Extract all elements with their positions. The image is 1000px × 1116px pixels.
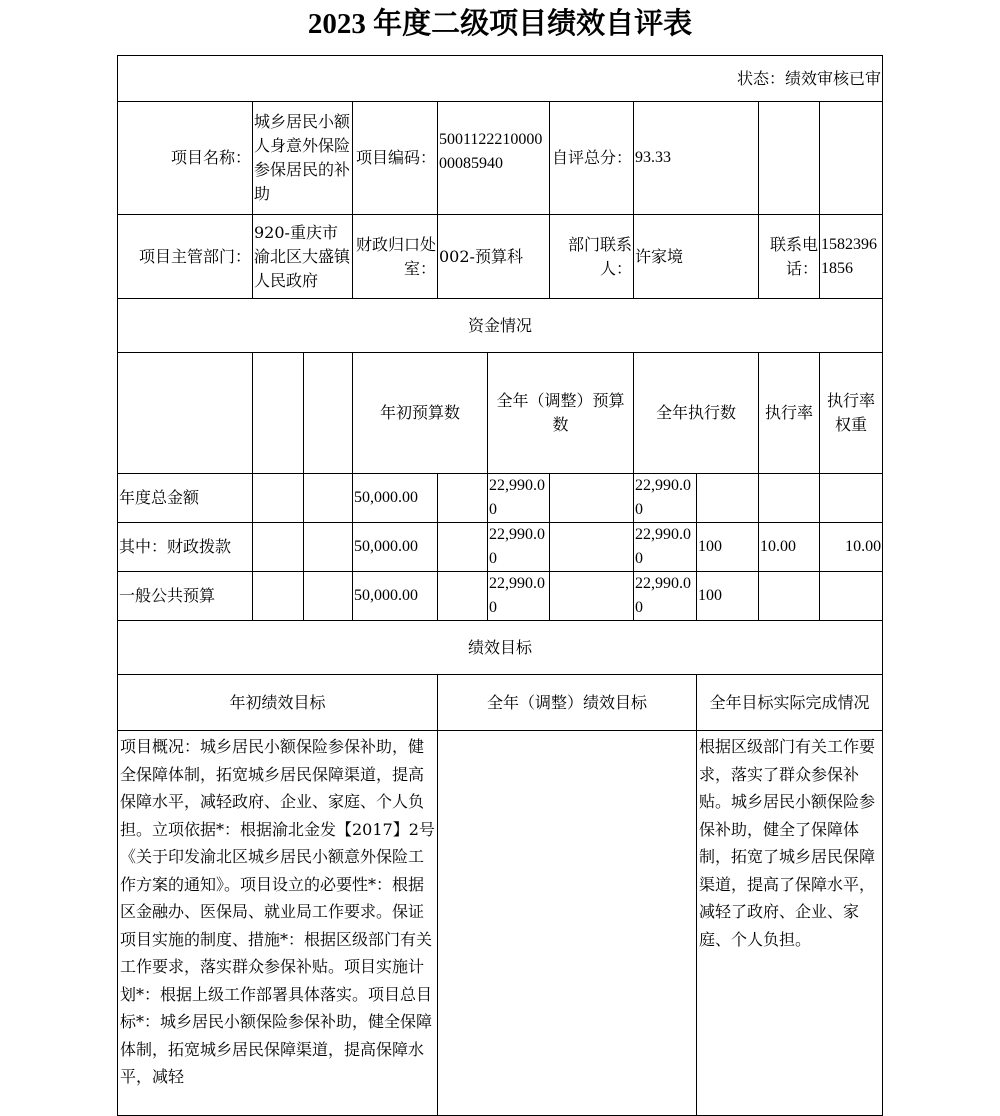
- empty-cell: [304, 523, 353, 572]
- exec-score-value: 10.00: [820, 523, 883, 572]
- row-label: 其中：财政拨款: [118, 523, 253, 572]
- header-initial-target: 年初绩效目标: [118, 675, 438, 731]
- executed-value: 22,990.00: [634, 523, 697, 572]
- contact-value: 许家境: [634, 215, 759, 299]
- empty-cell: [550, 572, 634, 621]
- exec-rate-value: [697, 474, 759, 523]
- actual-completion-text: 根据区级部门有关工作要求，落实了群众参保补贴。城乡居民小额保险参保补助，健全了保障体制，拓宽了城乡居民保障渠道，提高了保障水平，减轻了政府、企业、家庭、个人负担。: [697, 731, 883, 1116]
- empty-cell: [550, 474, 634, 523]
- table-row: [118, 572, 883, 621]
- row-label: 年度总金额: [118, 474, 253, 523]
- table-row: [118, 474, 883, 523]
- empty-cell: [438, 523, 488, 572]
- project-code-label: 项目编码：: [353, 102, 438, 215]
- header-adjusted-budget: 全年（调整）预算数: [488, 353, 634, 474]
- exec-score-value: [820, 572, 883, 621]
- empty-cell: [118, 353, 253, 474]
- adjusted-target-text: [438, 731, 697, 1116]
- executed-value: 22,990.00: [634, 572, 697, 621]
- performance-section-title: 绩效目标: [118, 621, 883, 675]
- header-executed: 全年执行数: [634, 353, 759, 474]
- exec-weight-value: [759, 572, 820, 621]
- initial-budget-value: 50,000.00: [353, 474, 438, 523]
- dept-value: 920-重庆市渝北区大盛镇人民政府: [253, 215, 353, 299]
- empty-cell: [820, 102, 883, 215]
- empty-cell: [253, 572, 304, 621]
- empty-cell: [253, 474, 304, 523]
- initial-target-text: 项目概况：城乡居民小额保险参保补助，健全保障体制，拓宽城乡居民保障渠道，提高保障水平，减轻政府、企业、家庭、个人负担。立项依据*：根据渝北金发【2017】2号《关于印发渝北区城乡居民小额意外保险工作方案的通知》。项目设立的必要性*：根据区金融办、医保局、就业局工作要求。保证项目实施的制度、措施*：根据区级部门有关工作要求，落实群众参保补贴。项目实施计划*：根据上级工作部署具体落实。项目总目标*：城乡居民小额保险参保补助，健全保障体制，拓宽城乡居民保障渠道，提高保障水平，减轻: [118, 731, 438, 1116]
- self-score-value: 93.33: [634, 102, 759, 215]
- project-name-label: 项目名称：: [118, 102, 253, 215]
- header-adjusted-target: 全年（调整）绩效目标: [438, 675, 697, 731]
- empty-cell: [438, 572, 488, 621]
- page-title: 2023 年度二级项目绩效自评表: [307, 8, 693, 40]
- empty-cell: [253, 523, 304, 572]
- adjusted-budget-value: 22,990.00: [488, 474, 550, 523]
- exec-weight-value: 10.00: [759, 523, 820, 572]
- finance-office-label: 财政归口处室：: [353, 215, 438, 299]
- evaluation-table: [117, 55, 883, 1116]
- project-code-value: 500112221000000085940: [438, 102, 550, 215]
- status-cell: [118, 56, 883, 102]
- self-score-label: 自评总分：: [550, 102, 634, 215]
- adjusted-budget-value: 22,990.00: [488, 523, 550, 572]
- adjusted-budget-value: 22,990.00: [488, 572, 550, 621]
- dept-label: 项目主管部门：: [118, 215, 253, 299]
- funds-section-title: 资金情况: [118, 299, 883, 353]
- empty-cell: [304, 474, 353, 523]
- finance-office-value: 002-预算科: [438, 215, 550, 299]
- header-actual-completion: 全年目标实际完成情况: [697, 675, 883, 731]
- empty-cell: [253, 353, 304, 474]
- executed-value: 22,990.00: [634, 474, 697, 523]
- status-text: 状态：绩效审核已审: [737, 68, 882, 88]
- exec-rate-value: 100: [697, 523, 759, 572]
- phone-value: 15823961856: [820, 215, 883, 299]
- row-label: 一般公共预算: [118, 572, 253, 621]
- empty-cell: [304, 572, 353, 621]
- initial-budget-value: 50,000.00: [353, 572, 438, 621]
- table-row: [118, 523, 883, 572]
- initial-budget-value: 50,000.00: [353, 523, 438, 572]
- header-exec-rate: 执行率: [759, 353, 820, 474]
- exec-rate-value: 100: [697, 572, 759, 621]
- contact-label: 部门联系人：: [550, 215, 634, 299]
- empty-cell: [759, 102, 820, 215]
- project-name-value: 城乡居民小额人身意外保险参保居民的补助: [253, 102, 353, 215]
- empty-cell: [304, 353, 353, 474]
- header-exec-weight: 执行率权重: [820, 353, 883, 474]
- empty-cell: [550, 523, 634, 572]
- header-initial-budget: 年初预算数: [353, 353, 488, 474]
- empty-cell: [438, 474, 488, 523]
- exec-weight-value: [759, 474, 820, 523]
- exec-score-value: [820, 474, 883, 523]
- phone-label: 联系电话：: [759, 215, 820, 299]
